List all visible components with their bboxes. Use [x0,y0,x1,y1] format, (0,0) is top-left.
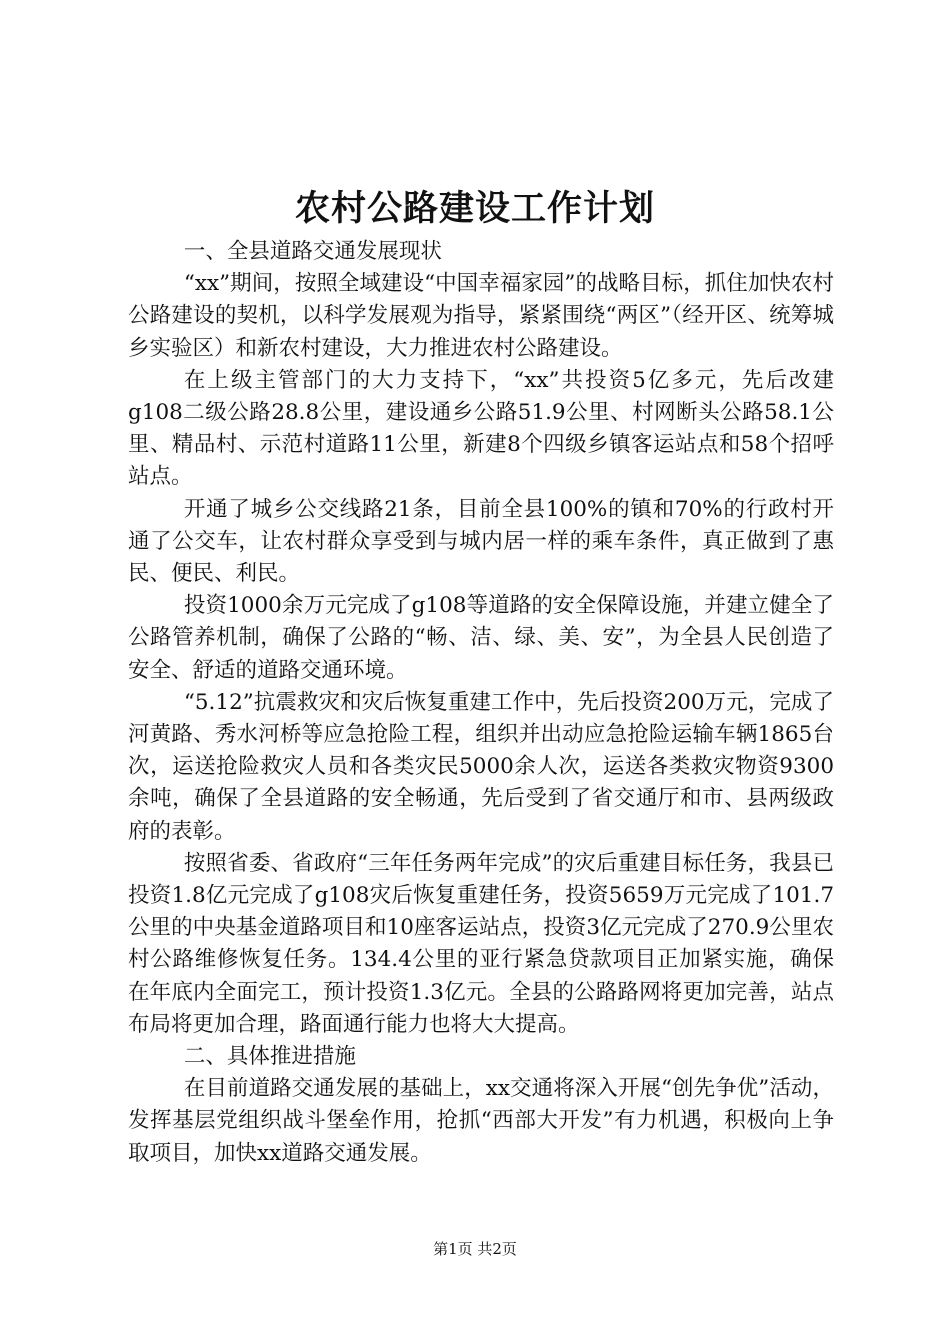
document-title: 农村公路建设工作计划 [294,188,655,229]
document-body [128,236,834,1170]
section-heading-2: 二、具体推进措施 [183,1044,356,1070]
paragraph: 在上级主管部门的大力支持下，“xx”共投资5亿多元，先后改建g108二级公路28.8公里，建设通乡公路51.9公里、村网断头公路58.1公里、精品村、示范村道路11公里，新建8个四级乡镇客运站点和58个招呼站点。 [128,367,834,490]
paragraph: 投资1000余万元完成了g108等道路的安全保障设施，并建立健全了公路管养机制，确保了公路的“畅、洁、绿、美、安”，为全县人民创造了安全、舒适的道路交通环境。 [128,593,834,683]
paragraph: 按照省委、省政府“三年任务两年完成”的灾后重建目标任务，我县已投资1.8亿元完成了g108灾后恢复重建任务，投资5659万元完成了101.7公里的中央基金道路项目和10座客运站点，投资3亿元完成了270.9公里农村公路维修恢复任务。134.4公里的亚行紧急贷款项目正加紧实施，确保在年底内全面完工，预计投资1.3亿元。全县的公路路网将更加完善，站点布局将更加合理，路面通行能力也将大大提高。 [128,850,834,1037]
paragraph: “xx”期间，按照全域建设“中国幸福家园”的战略目标，抓住加快农村公路建设的契机，以科学发展观为指导，紧紧围绕“两区”（经开区、统筹城乡实验区）和新农村建设，大力推进农村公路建设。 [128,271,834,361]
page-number-footer: 第1页 共2页 [433,1240,517,1258]
paragraph: “5.12”抗震救灾和灾后恢复重建工作中，先后投资200万元，完成了河黄路、秀水河桥等应急抢险工程，组织并出动应急抢险运输车辆1865台次，运送抢险救灾人员和各类灾民5000余人次，运送各类救灾物资9300余吨，确保了全县道路的安全畅通，先后受到了省交通厅和市、县两级政府的表彰。 [128,689,834,844]
paragraph: 在目前道路交通发展的基础上，xx交通将深入开展“创先争优”活动，发挥基层党组织战斗堡垒作用，抢抓“西部大开发”有力机遇，积极向上争取项目，加快xx道路交通发展。 [128,1076,834,1166]
paragraph: 开通了城乡公交线路21条，目前全县100%的镇和70%的行政村开通了公交车，让农村群众享受到与城内居一样的乘车条件，真正做到了惠民、便民、利民。 [128,496,834,587]
section-heading-1: 一、全县道路交通发展现状 [183,239,442,264]
